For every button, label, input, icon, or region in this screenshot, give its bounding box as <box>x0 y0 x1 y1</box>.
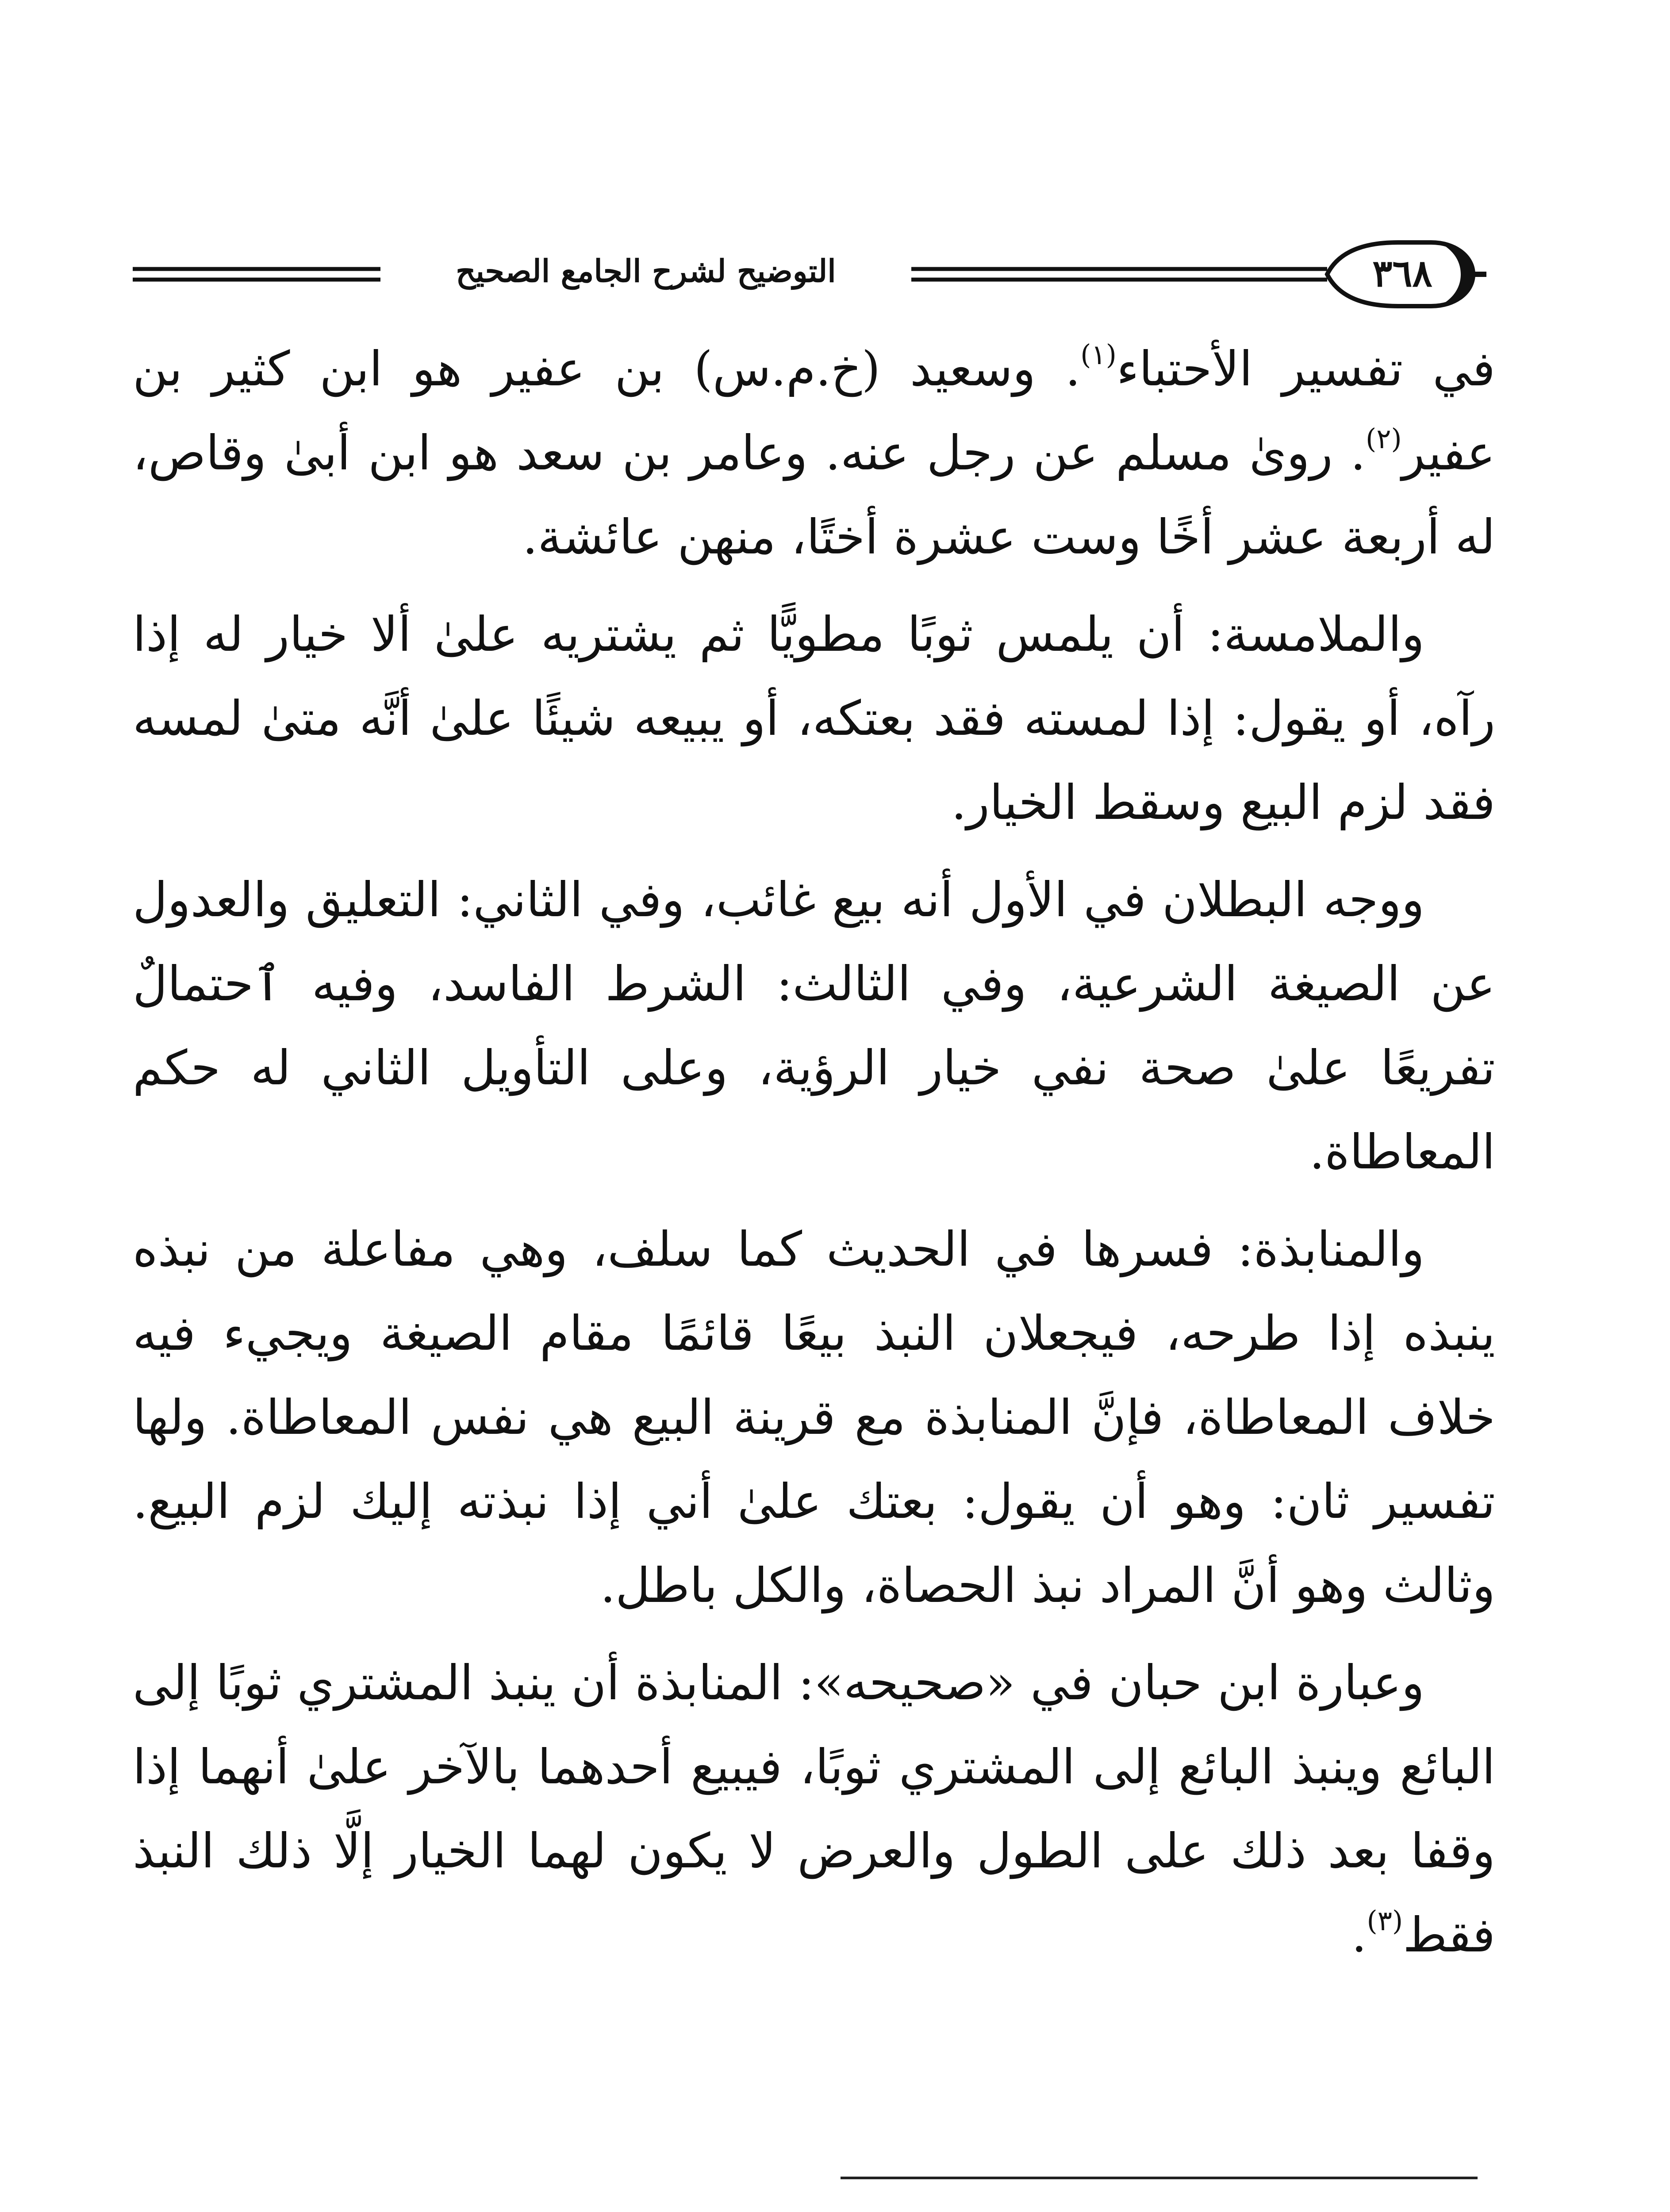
footnote-separator <box>841 2177 1478 2179</box>
paragraph-1-text-b: . وسعيد (خ.م.س) بن عفير هو ابن كثير بن عفير <box>133 342 1495 481</box>
main-text <box>133 327 1495 1991</box>
paragraph-5 <box>133 1641 1495 1978</box>
paragraph-4: والمنابذة: فسرها في الحديث كما سلف، وهي مفاعلة من نبذه ينبذه إذا طرحه، فيجعلان النبذ بيعًا قائمًا مقام الصيغة ويجيء فيه خلاف المعاطاة، فإنَّ المنابذة مع قرينة البيع هي نفس المعاطاة. ولها تفسير ثان: وهو أن يقول: بعتك علىٰ أني إذا نبذته إليك لزم البيع. وثالث وهو أنَّ المراد نبذ الحصاة، والكل باطل. <box>133 1222 1495 1613</box>
paragraph-2: والملامسة: أن يلمس ثوبًا مطويًّا ثم يشتريه علىٰ ألا خيار له إذا رآه، أو يقول: إذا لمسته فقد بعتكه، أو يبيعه شيئًا علىٰ أنَّه متىٰ لمسه فقد لزم البيع وسقط الخيار. <box>133 607 1495 830</box>
running-header <box>133 230 1486 319</box>
footnote-marker-3[interactable]: (٣) <box>1367 1905 1403 1937</box>
paragraph-1-text-a: في تفسير الأحتباء <box>1117 342 1495 397</box>
paragraph-3: ووجه البطلان في الأول أنه بيع غائب، وفي الثاني: التعليق والعدول عن الصيغة الشرعية، وفي الثالث: الشرط الفاسد، وفيه ٱحتمالٌ تفريعًا علىٰ صحة نفي خيار الرؤية، وعلى التأويل الثاني له حكم المعاطاة. <box>133 872 1495 1180</box>
running-title: التوضيح لشرح الجامع الصحيح <box>380 247 911 296</box>
paragraph-1-text-c: . رویٰ مسلم عن رجل عنه. وعامر بن سعد هو ابن أبیٰ وقاص، له أربعة عشر أخًا وست عشرة أختًا، منهن عائشة. <box>133 426 1495 565</box>
paragraph-5-text-b: . <box>1351 1908 1367 1963</box>
paragraph-5-text-a: وعبارة ابن حبان في «صحيحه»: المنابذة أن ينبذ المشتري ثوبًا إلى البائع وينبذ البائع إلى المشتري ثوبًا، فيبيع أحدهما بالآخر علىٰ أنهما إذا وقفا بعد ذلك على الطول والعرض لا يكون لهما الخيار إلَّا ذلك النبذ فقط <box>133 1655 1495 1963</box>
footnote-marker-1[interactable]: (١) <box>1080 338 1117 371</box>
page-number: ٣٦٨ <box>1372 251 1432 295</box>
footnote-marker-2[interactable]: (٢) <box>1366 422 1402 455</box>
paragraph-1 <box>133 327 1495 580</box>
